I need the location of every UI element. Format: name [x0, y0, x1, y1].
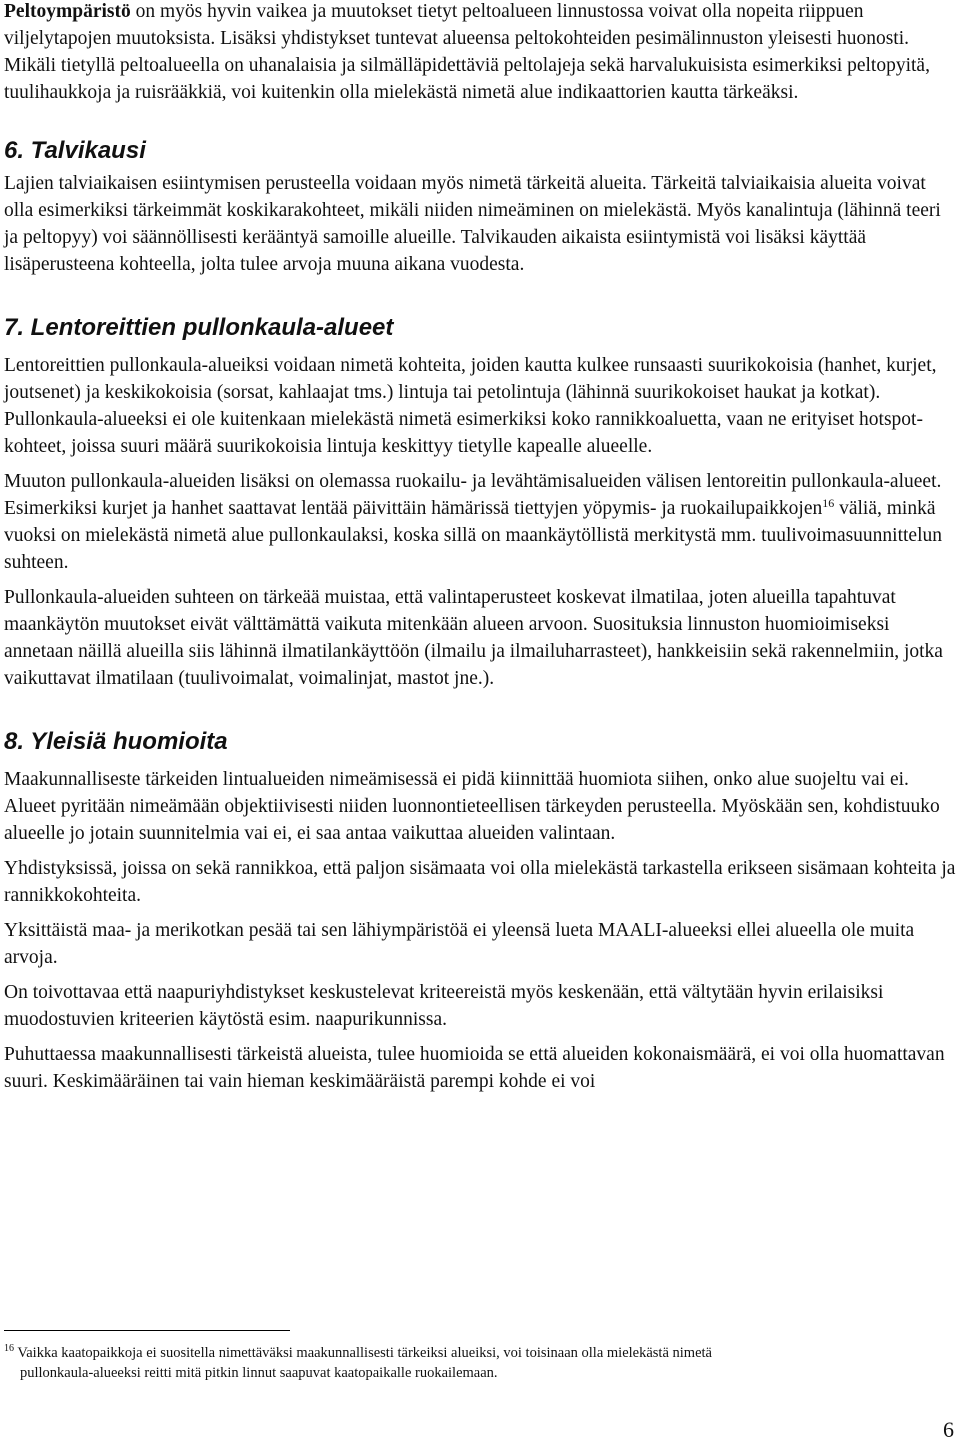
section-7-paragraph-3: Pullonkaula-alueiden suhteen on tärkeää muistaa, että valintaperusteet koskevat ilmatilaa, joten alueilla tapahtuvat maankäytön muutokset eivät välttämättä vaikuta mitenkään alueen arvoon. Suosituksia linnuston huomioimiseksi annetaan näillä alueilla siis lähinnä ilmatilankäyttöön (ilmailu ja ilmailuharrasteet), hankkeisiin sekä rakennelmiin, jotka vaikuttavat ilmatilaan (tuulivoimalat, voimalinjat, mastot jne.).: [4, 587, 943, 689]
intro-text: on myös hyvin vaikea ja muutokset tietyt peltoalueen linnustossa voivat olla nopeita riippuen viljelytapojen muutoksista. Lisäksi yhdistykset tuntevat alueensa peltokohteiden pesimälinnuston yleisesti huonosti. Mikäli tietyllä peltoalueella on uhanalaisia ja silmälläpidettäviä peltolajeja sekä harvalukuisista esimerkiksi peltopyitä, tuulihaukkoja ja ruisrääkkiä, voi kuitenkin olla mielekästä nimetä alue indikaattorien kautta tärkeäksi.: [4, 1, 930, 103]
intro-paragraph: [4, 0, 956, 106]
intro-bold-lead: Peltoympäristö: [4, 1, 131, 22]
footnote-divider: [4, 1330, 290, 1331]
section-8-heading: 8. Yleisiä huomioita: [4, 728, 228, 755]
section-8-paragraph-2: Yhdistyksissä, joissa on sekä rannikkoa, että paljon sisämaata voi olla mielekästä tarkastella erikseen sisämaan kohteita ja rannikkokohteita.: [4, 858, 956, 906]
section-8-paragraph-4: On toivottavaa että naapuriyhdistykset keskustelevat kriteereistä myös keskenään, että vältytään hyvin erilaisiksi muodostuvien kriteerien käytöstä esim. naapurikunnissa.: [4, 982, 884, 1030]
section-7-heading: 7. Lentoreittien pullonkaula-alueet: [4, 314, 394, 341]
footnote: [4, 1343, 944, 1383]
section-8-paragraph-5: Puhuttaessa maakunnallisesti tärkeistä alueista, tulee huomioida se että alueiden kokonaismäärä, ei voi olla huomattavan suuri. Keskimääräinen tai vain hieman keskimääräistä parempi kohde ei voi: [4, 1044, 945, 1092]
section-7-paragraph-2-before: Muuton pullonkaula-alueiden lisäksi on olemassa ruokailu- ja levähtämisalueiden välisen lentoreitin pullonkaula-alueet. Esimerkiksi kurjet ja hanhet saattavat lentää päivittäin hämärissä tiettyjen yöpymis- ja ruokailupaikkojen: [4, 471, 942, 519]
section-6-paragraph: Lajien talviaikaisen esiintymisen perusteella voidaan myös nimetä tärkeitä alueita. Tärkeitä talviaikaisia alueita voivat olla esimerkiksi tärkeimmät koskikarakohteet, mikäli niiden nimeäminen on mielekästä. Myös kanalintuja (lähinnä teeri ja peltopyy) voi säännöllisesti kerääntyä samoille alueille. Talvikauden aikaista esiintymistä voi lisäksi käyttää lisäperusteena kohteella, jolta tulee arvoja muuna aikana vuodesta.: [4, 173, 941, 275]
section-7-paragraph-2-after: väliä, minkä vuoksi on mielekästä nimetä alue pullonkaulaksi, koska sillä on maankäytöllistä merkitystä mm. tuulivoimasuunnittelun suhteen.: [4, 498, 943, 573]
document-page: [4, 0, 956, 1095]
footnote-line-2: pullonkaula-alueeksi reitti mitä pitkin linnut saapuvat kaatopaikalle ruokailemaan.: [20, 1365, 498, 1381]
footnote-reference[interactable]: 16: [822, 496, 835, 510]
footnote-line-1: Vaikka kaatopaikkoja ei suositella nimettäväksi maakunnallisesti tärkeiksi alueiksi, voi toisinaan olla mielekästä nimetä: [14, 1345, 712, 1361]
footnote-number: 16: [4, 1343, 14, 1354]
section-7-paragraph-1: Lentoreittien pullonkaula-alueiksi voidaan nimetä kohteita, joiden kautta kulkee runsaasti suurikokoisia (hanhet, kurjet, joutsenet) ja keskikokoisia (sorsat, kahlaajat tms.) lintuja tai petolintuja (lähinnä suurikokoiset haukat ja kotkat). Pullonkaula-alueeksi ei ole kuitenkaan mielekästä nimetä esimerkiksi koko rannikkoaluetta, vaan ne erityiset hotspot-kohteet, joissa suuri määrä suurikokoisia lintuja keskittyy tietylle kapealle alueelle.: [4, 355, 937, 457]
section-8-paragraph-3: Yksittäistä maa- ja merikotkan pesää tai sen lähiympäristöä ei yleensä lueta MAALI-alueeksi ellei alueella ole muita arvoja.: [4, 920, 915, 968]
page-number: 6: [943, 1417, 954, 1442]
section-8-paragraph-1: Maakunnalliseste tärkeiden lintualueiden nimeämisessä ei pidä kiinnittää huomiota siihen, onko alue suojeltu vai ei. Alueet pyritään nimeämään objektiivisesti niiden luonnontieteellisen tärkeyden perusteella. Myöskään sen, kohdistuuko alueelle jo jotain suunnitelmia vai ei, ei saa antaa vaikuttaa alueiden valintaan.: [4, 769, 940, 844]
section-7-paragraph-2: [4, 468, 956, 576]
section-6-heading: 6. Talvikausi: [4, 137, 146, 164]
